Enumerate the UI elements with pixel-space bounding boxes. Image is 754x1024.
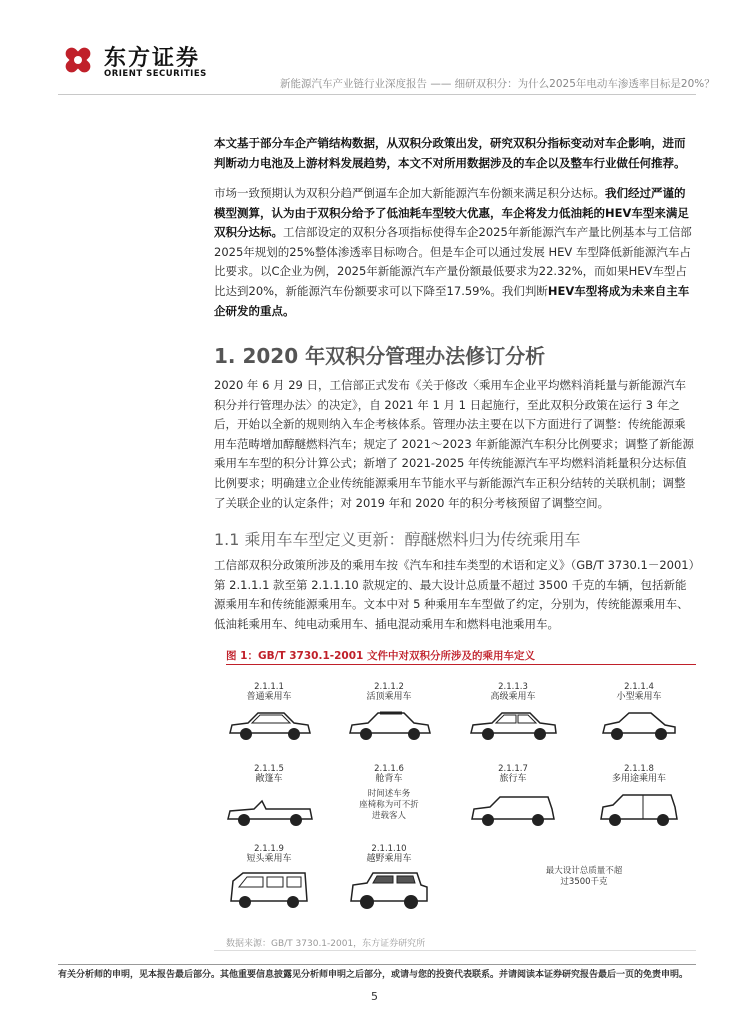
summary-bold-1: 我们经过严谨的模型测算，认为由于双积分给予了低油耗车型较大优惠，车企将发力低油耗的HEV车型来满足双积分达标。 xyxy=(214,186,689,240)
sedan-icon xyxy=(468,705,558,745)
coupe-icon xyxy=(599,705,679,745)
car-code: 2.1.1.4 xyxy=(624,682,654,692)
car-cell xyxy=(584,764,694,831)
mpv-icon xyxy=(597,787,681,831)
footer-divider xyxy=(58,964,696,965)
section-heading-1-1: 1.1 乘用车车型定义更新：醇醚燃料归为传统乘用车 xyxy=(214,530,581,549)
figure-divider xyxy=(214,950,696,951)
section-1-paragraph: 2020 年 6 月 29 日，工信部正式发布《关于修改〈乘用车企业平均燃料消耗量与新能源汽车积分并行管理办法〉的决定》，自 2021 年 1 月 1 日起施行，至此双积分政策在运行 3 年之后，开始以全新的规则纳入车企考核体系。管理办法主要在以下方面进行了调整：传统能源乘用车范畴增加醇醚燃料汽车；规定了 2021～2023 年新能源汽车积分比例要求；调整了新能源乘用车车型的积分计算公式；新增了 2021-2025 年传统能源汽车平均燃料消耗量积分达标值比例要求；明确建立企业传统能源乘用车节能水平与新能源汽车正积分结转的关联机制；调整了关联企业的认定条件；对 2019 年和 2020 年的积分考核预留了调整空间。 xyxy=(214,378,694,510)
car-figure xyxy=(214,676,696,934)
car-code: 2.1.1.3 xyxy=(498,682,528,692)
figure-source: 数据来源：GB/T 3730.1-2001，东方证券研究所 xyxy=(226,939,426,949)
car-cell xyxy=(334,764,444,822)
car-code: 2.1.1.8 xyxy=(624,764,654,774)
section-1-1-paragraph: 工信部双积分政策所涉及的乘用车按《汽车和挂车类型的术语和定义》（GB/T 3730.1－2001）第 2.1.1.1 款至第 2.1.1.10 款规定的、最大设计总质量不超过 3500 千克的车辆，包括新能源乘用车和传统能源乘用车。文本中对 5 种乘用车车型做了约定，分别为，传统能源乘用车、低油耗乘用车、纯电动乘用车、插电混动乘用车和燃料电池乘用车。 xyxy=(214,558,695,631)
intro-paragraph: 本文基于部分车企产销结构数据，从双积分政策出发，研究双积分指标变动对车企影响，进而判断动力电池及上游材料发展趋势，本文不对所用数据涉及的车企以及整车行业做任何推荐。 xyxy=(214,136,686,170)
car-cell xyxy=(458,682,568,745)
wagon-icon xyxy=(468,787,558,831)
car-code: 2.1.1.1 xyxy=(254,682,284,692)
car-name: 敞篷车 xyxy=(255,774,283,784)
car-name: 小型乘用车 xyxy=(616,692,662,702)
car-name: 高级乘用车 xyxy=(490,692,536,702)
car-code: 2.1.1.10 xyxy=(371,844,407,854)
car-cell xyxy=(334,844,444,913)
figure-title: 图 1：GB/T 3730.1-2001 文件中对双积分所涉及的乘用车定义 xyxy=(226,650,535,662)
weight-note: 最大设计总质量不超 过3500千克 xyxy=(545,866,623,887)
car-code: 2.1.1.7 xyxy=(498,764,528,774)
sedan-icon xyxy=(346,705,432,745)
car-code: 2.1.1.6 xyxy=(374,764,404,774)
summary-text-1: 市场一致预期认为双积分趋严倒逼车企加大新能源汽车份额来满足积分达标。 xyxy=(214,186,605,200)
car-cell xyxy=(214,844,324,913)
figure-title-divider xyxy=(226,664,696,665)
offroad-icon xyxy=(347,867,431,913)
car-cell xyxy=(458,764,568,831)
car-name: 普通乘用车 xyxy=(246,692,292,702)
footer-disclaimer: 有关分析师的申明，见本报告最后部分。其他重要信息披露见分析师申明之后部分，或请与您的投资代表联系。并请阅读本证券研究报告最后一页的免责申明。 xyxy=(58,970,689,980)
car-cell xyxy=(214,764,324,831)
car-cell xyxy=(334,682,444,745)
car-code: 2.1.1.5 xyxy=(254,764,284,774)
car-name: 越野乘用车 xyxy=(366,854,412,864)
car-cell xyxy=(214,682,324,745)
hatchback-note: 时间述车务 座椅称为可不折 进载客人 xyxy=(359,789,419,821)
car-code: 2.1.1.2 xyxy=(374,682,404,692)
van-icon xyxy=(227,867,311,913)
car-name: 多用途乘用车 xyxy=(611,774,666,784)
logo-icon xyxy=(58,40,98,80)
section-heading-1: 1. 2020 年双积分管理办法修订分析 xyxy=(214,344,546,368)
car-cell xyxy=(584,682,694,745)
page-number: 5 xyxy=(371,990,378,1003)
car-code: 2.1.1.9 xyxy=(254,844,284,854)
car-name: 旅行车 xyxy=(499,774,527,784)
summary-bold-2: HEV车型将成为未来自主车企研发的重点。 xyxy=(214,283,690,318)
convertible-icon xyxy=(224,787,314,831)
summary-paragraph xyxy=(214,184,696,321)
car-name: 短头乘用车 xyxy=(246,854,292,864)
header-divider xyxy=(58,94,696,95)
car-name: 活顶乘用车 xyxy=(366,692,412,702)
sedan-icon xyxy=(226,705,312,745)
summary-text-2: 工信部设定的双积分各项指标使得车企2025年新能源汽车产量比例基本与工信部2025年规划的25%整体渗透率目标吻合。但是车企可以通过发展 HEV 车型降低新能源汽车占比要求。以C企业为例，2025年新能源汽车产量份额最低要求为22.32%，而如果HEV车型占比达到20%，新能源汽车份额要求可以下降至17.59%。我们判断 xyxy=(214,225,692,298)
car-name: 舱背车 xyxy=(375,774,403,784)
logo-text-en: ORIENT SECURITIES xyxy=(104,69,207,79)
report-header-title: 新能源汽车产业链行业深度报告 —— 细研双积分：为什么2025年电动车渗透率目标是20%？ xyxy=(280,78,715,90)
logo-text-cn: 东方证券 xyxy=(104,46,201,71)
